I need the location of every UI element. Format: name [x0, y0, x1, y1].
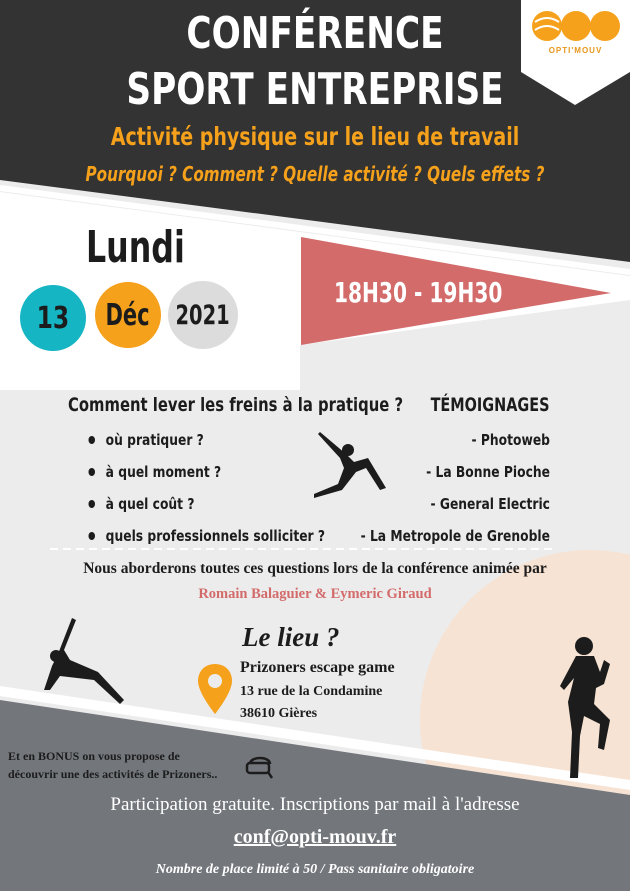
list-item: - Photoweb [471, 431, 550, 449]
intro-text: Nous aborderons toutes ces questions lors de la conférence animée par [83, 560, 547, 577]
title-line2: SPORT ENTREPRISE [126, 64, 504, 115]
location-pin-icon [198, 664, 232, 714]
bonus-line2: découvrir une des activités de Prizoners.. [8, 767, 218, 781]
participation-text: Participation gratuite. Inscriptions par mail à l'adresse [110, 794, 520, 815]
lieu-street: 13 rue de la Condamine [240, 684, 383, 699]
email-link[interactable]: conf@opti-mouv.fr [233, 826, 397, 848]
lieu-city: 38610 Gières [240, 706, 318, 721]
bonus-line1: Et en BONUS on vous propose de [8, 749, 180, 763]
list-item: - General Electric [430, 495, 550, 513]
date-number: 13 [36, 300, 70, 336]
lieu-name: Prizoners escape game [240, 659, 395, 676]
hosts-text: Romain Balaguier & Eymeric Giraud [198, 586, 432, 602]
list-item: à quel coût ? [86, 488, 325, 520]
list-item: à quel moment ? [86, 456, 325, 488]
list-item: où pratiquer ? [86, 424, 325, 456]
lieu-heading: Le lieu ? [242, 622, 340, 652]
list-item: - La Bonne Pioche [426, 463, 550, 481]
temoignages-list [319, 424, 550, 552]
date-year: 2021 [175, 299, 231, 331]
logo-text: OPTI'MOUV [548, 46, 603, 55]
time-label: 18H30 - 19H30 [334, 276, 503, 309]
date-number-circle [20, 285, 86, 351]
list-item: quels professionnels solliciter ? [86, 520, 325, 552]
temoignages-heading: TÉMOIGNAGES [431, 394, 550, 416]
date-month: Déc [105, 297, 151, 333]
date-year-circle [168, 281, 238, 349]
date-month-circle [95, 282, 161, 348]
vr-headset-icon [244, 750, 276, 780]
day-label: Lundi [86, 222, 185, 273]
plank-figure [36, 616, 128, 708]
runner-figure [554, 632, 624, 784]
title-line1: CONFÉRENCE [186, 8, 444, 59]
list-item: - La Metropole de Grenoble [360, 527, 550, 545]
questions: Pourquoi ? Comment ? Quelle activité ? Quels effets ? [85, 162, 545, 186]
freins-heading: Comment lever les freins à la pratique ? [68, 394, 404, 416]
subtitle: Activité physique sur le lieu de travail [110, 122, 520, 151]
footer-note: Nombre de place limité à 50 / Pass sanitaire obligatoire [155, 862, 475, 877]
